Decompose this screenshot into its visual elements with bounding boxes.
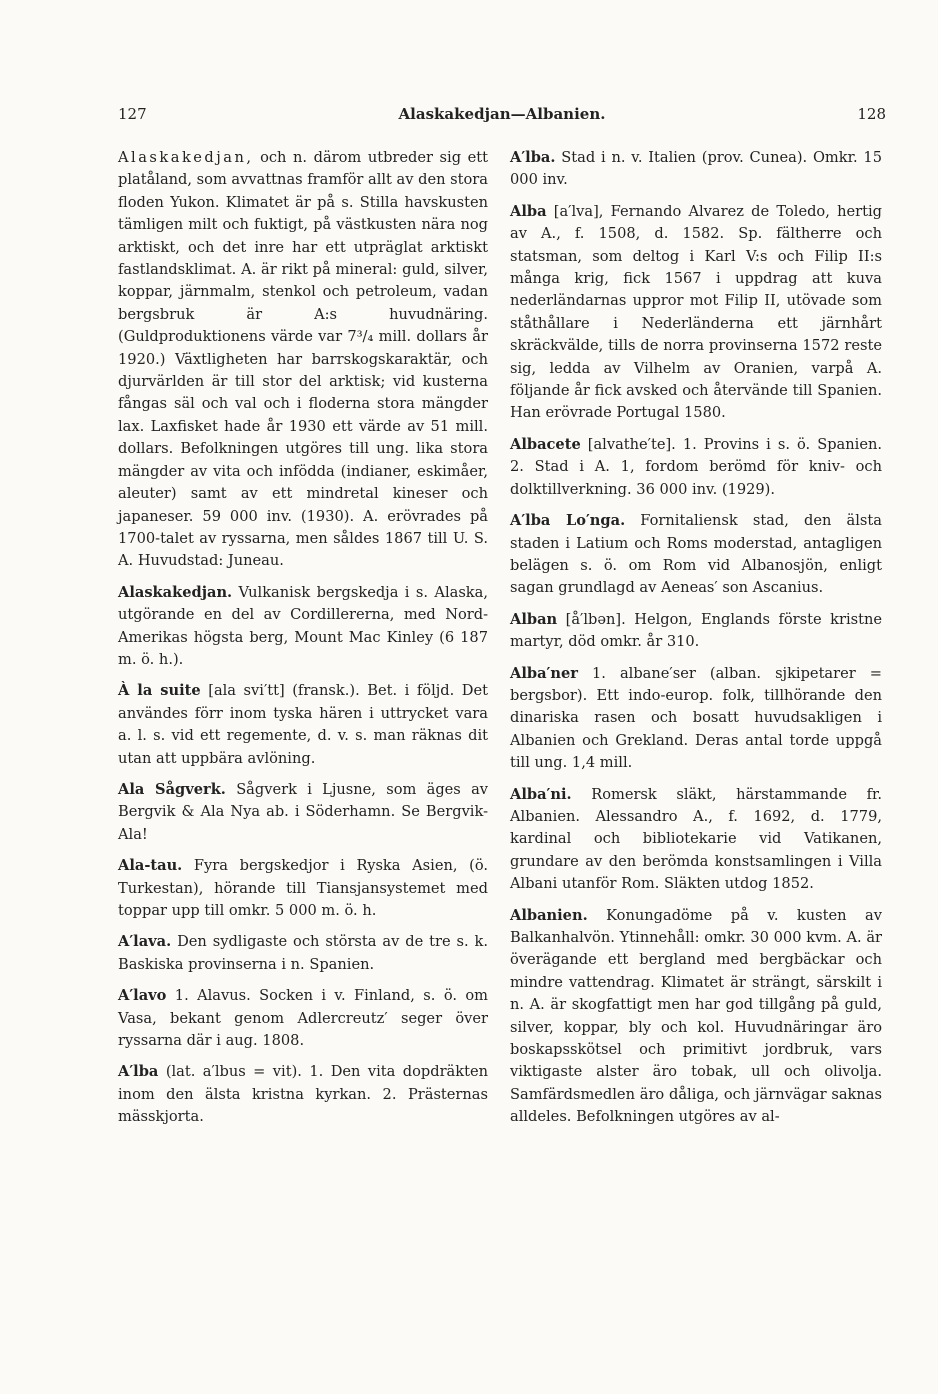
entry-headword: A′lba. (510, 149, 556, 166)
entry-alban (510, 609, 882, 654)
entry-text: Vulkanisk bergskedja i s. Alaska, utgörande en del av Cordillererna, med Nord-Amerikas högsta berg, Mount Mac Kinley (6 187 m. ö. h.). (118, 583, 488, 668)
entry-a-la-suite (118, 680, 488, 770)
entry-headword: A′lavo (118, 987, 167, 1005)
entry-text: (lat. a′lbus = vit). 1. Den vita dopdräkten inom den älsta kristna kyrkan. 2. Prästernas mässkjorta. (118, 1063, 488, 1126)
entry-headword: A′lba (118, 1063, 159, 1081)
entry-ala-sagverk (118, 779, 488, 846)
entry-headword: Albacete (510, 435, 581, 453)
entry-albaner (510, 663, 882, 775)
entry-headword: Alban (510, 610, 558, 628)
entry-albacete (510, 434, 882, 501)
entry-alba-lat (118, 1061, 488, 1128)
entry-alaska-continued (118, 147, 488, 573)
entry-text: Den sydligaste och största av de tre s. k. Baskiska provinserna i n. Spanien. (118, 933, 488, 973)
entry-text: och n. därom utbreder sig ett platåland, som avvattnas framför allt av den stora floden Yukon. Klimatet är på s. Stilla havskusten tämligen milt och fuktigt, på västkusten nära nog arktiskt, och det inre har ett utpräglat arktiskt fastlandsklimat. A. är rikt på mineral: guld, silver, koppar, järnmalm, stenkol och petroleum, vadan bergsbruk är A:s huvudnäring. (Guldproduktionens värde var 7³/₄ mill. dollars år 1920.) Växtligheten har barrskogskaraktär, och djurvärlden är till stor del arktisk; vid kusterna fångas säl och val och i floderna stora mängder lax. Laxfisket hade år 1930 ett värde av 51 mill. dollars. Befolkningen utgöres till ung. lika stora mängder av vita och infödda (indianer, eskimåer, aleuter) samt av ett mindretal kineser och japaneser. 59 000 inv. (1930). A. erövrades på 1700-talet av ryssarna, men såldes 1867 till U. S. A. Huvudstad: Juneau. (118, 149, 488, 570)
entry-headword: Albanien. (510, 906, 588, 924)
entry-headword: À la suite (118, 682, 201, 700)
page-number-right: 128 (857, 105, 886, 123)
entry-alaskakedjan (118, 582, 488, 672)
entry-headword: Alaskakedjan. (118, 583, 233, 601)
entry-headword: Ala-tau. (118, 857, 183, 875)
entry-text: Sågverk i Ljusne, som äges av Bergvik & Ala Nya ab. i Söderhamn. Se Bergvik-Ala! (118, 780, 489, 843)
entry-alba-fernando (510, 201, 882, 425)
entry-alba-longa (510, 510, 882, 600)
page-number-left: 127 (118, 105, 147, 123)
spaced-term: Alaskakedjan, (118, 149, 254, 166)
entry-text: [alvathe′te]. 1. Provins i s. ö. Spanien. 2. Stad i A. 1, fordom berömd för kniv- och dolktillverkning. 36 000 inv. (1929). (510, 435, 882, 498)
entry-text: Romersk släkt, härstammande fr. Albanien. Alessandro A., f. 1692, d. 1779, kardinal och bibliotekarie vid Vatikanen, grundare av den berömda konstsamlingen i Villa Albani utanför Rom. Släkten utdog 1852. (510, 785, 882, 893)
entry-text: Fornitaliensk stad, den älsta staden i Latium och Roms moderstad, antagligen belägen s. ö. om Rom vid Albanosjön, enligt sagan grundlagd av Aeneas′ son Ascanius. (510, 512, 882, 597)
entry-ala-tau (118, 855, 488, 922)
right-column (510, 147, 882, 1138)
running-title: Alaskakedjan—Albanien. (398, 105, 606, 123)
entry-headword: Alba′ni. (510, 785, 572, 803)
entry-text: Fyra bergskedjor i Ryska Asien, (ö. Turkestan), hörande till Tiansjansystemet med toppar upp till omkr. 5 000 m. ö. h. (118, 857, 488, 919)
entry-text: 1. albane′ser (alban. sjkipetarer = bergsbor). Ett indo-europ. folk, tillhörande den dinariska rasen och bosatt huvudsakligen i Albanien och Grekland. Deras antal torde uppgå till ung. 1,4 mill. (510, 664, 882, 772)
entry-text: Stad i n. v. Italien (prov. Cunea). Omkr. 15 000 inv. (510, 149, 882, 189)
entry-albanien (510, 905, 882, 1129)
entry-alba-stad (510, 147, 882, 192)
page-header (118, 105, 886, 129)
entry-text: [å′lbən]. Helgon, Englands förste kristne martyr, död omkr. år 310. (510, 610, 882, 651)
entry-text: [ala svi′tt] (fransk.). Bet. i följd. Det användes förr inom tyska hären i uttrycket vara a. l. s. vid ett regemente, d. v. s. man räknas dit utan att uppbära avlöning. (118, 682, 488, 767)
entry-headword: A′lba Lo′nga. (510, 512, 626, 530)
entry-headword: Alba′ner (510, 664, 578, 682)
entry-text: Konungadöme på v. kusten av Balkanhalvön. Ytinnehåll: omkr. 30 000 kvm. A. är överägande ett bergland med bergbäckar och mindre vattendrag. Klimatet är strängt, särskilt i n. A. är skogfattigt men har god tillgång på guld, silver, koppar, bly och kol. Huvudnäringar äro boskapsskötsel och primitivt jordbruk, vars viktigaste alster äro tobak, ull och olivolja. Samfärdsmedlen äro dåliga, och järnvägar saknas alldeles. Befolkningen utgöres av al- (510, 906, 882, 1126)
entry-text: 1. Alavus. Socken i v. Finland, s. ö. om Vasa, bekant genom Adlercreutz′ seger över ryssarna där i aug. 1808. (118, 987, 488, 1050)
entry-text: [a′lva], Fernando Alvarez de Toledo, hertig av A., f. 1508, d. 1582. Sp. fältherre och statsman, som deltog i Karl V:s och Filip II:s många krig, fick 1567 i uppdrag att kuva nederländarnas uppror mot Filip II, utövade som ståthållare i Nederländerna ett järnhårt skräckvälde, tills de norra provinserna 1572 reste sig, ledda av Vilhelm av Oranien, varpå A. följande år fick avsked och återvände till Spanien. Han erövrade Portugal 1580. (510, 202, 882, 422)
entry-headword: Ala Sågverk. (118, 780, 226, 798)
entry-albani (510, 784, 882, 896)
left-column (118, 147, 488, 1138)
entry-headword: Alba (510, 202, 547, 220)
entry-alavo (118, 985, 488, 1052)
entry-alava (118, 931, 488, 976)
entry-headword: A′lava. (118, 933, 172, 951)
